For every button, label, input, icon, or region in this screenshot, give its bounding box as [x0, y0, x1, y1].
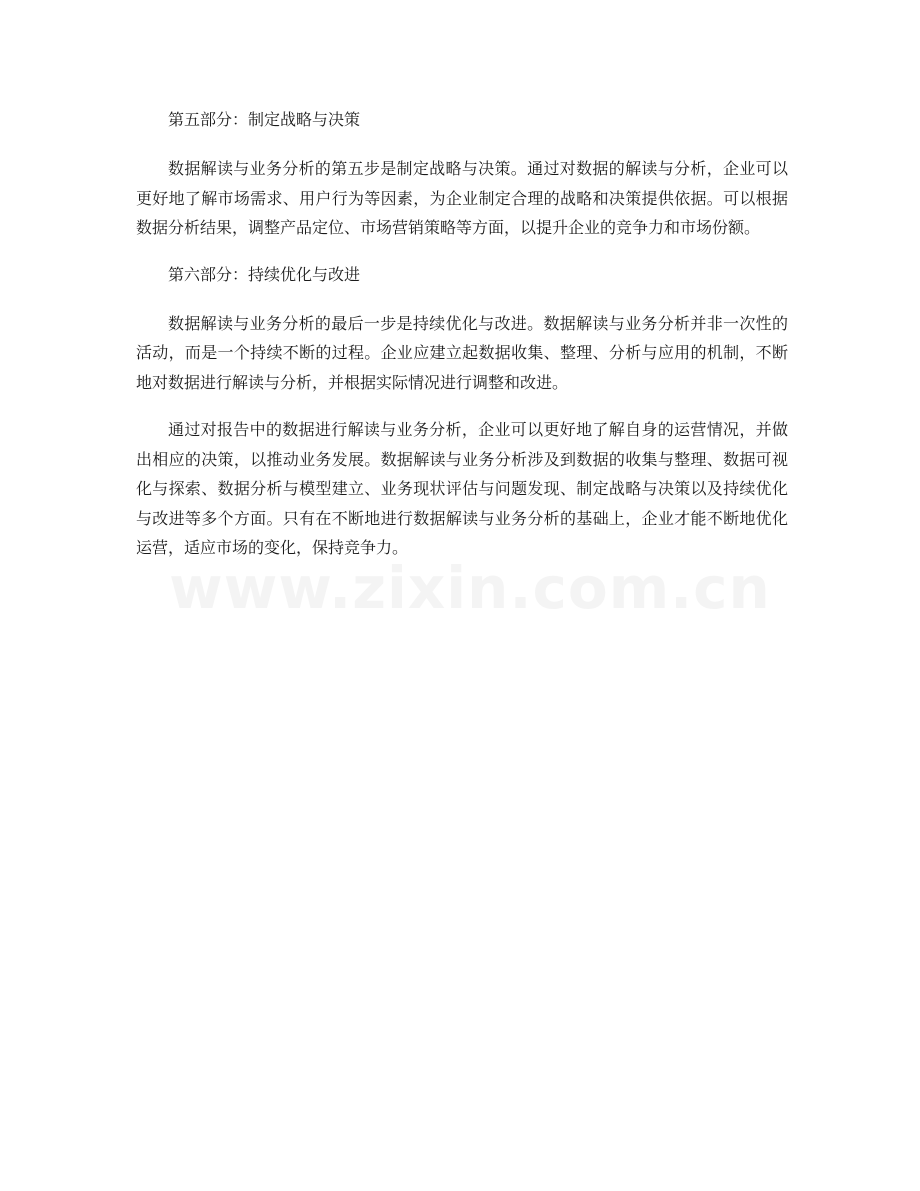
section-heading-6: 第六部分：持续优化与改进	[168, 264, 361, 284]
section-heading-5: 第五部分：制定战略与决策	[168, 110, 361, 129]
paragraph: 数据解读与业务分析的最后一步是持续优化与改进。数据解读与业务分析并非一次性的活动，而是一个持续不断的过程。企业应建立起数据收集、整理、分析与应用的机制，不断地对数据进行解读与分析，并根据实际情况进行调整和改进。	[136, 313, 788, 392]
paragraph: 通过对报告中的数据进行解读与业务分析，企业可以更好地了解自身的运营情况，并做出相应的决策，以推动业务发展。数据解读与业务分析涉及到数据的收集与整理、数据可视化与探索、数据分析与模型建立、业务现状评估与问题发现、制定战略与决策以及持续优化与改进等多个方面。只有在不断地进行数据解读与业务分析的基础上，企业才能不断地优化运营，适应市场的变化，保持竞争力。	[136, 420, 788, 557]
paragraph: 数据解读与业务分析的第五步是制定战略与决策。通过对数据的解读与分析，企业可以更好地了解市场需求、用户行为等因素，为企业制定合理的战略和决策提供依据。可以根据数据分析结果，调整产品定位、市场营销策略等方面，以提升企业的竞争力和市场份额。	[136, 159, 788, 237]
document-body	[136, 106, 788, 581]
watermark: www.zixin.com.cn	[169, 554, 771, 622]
